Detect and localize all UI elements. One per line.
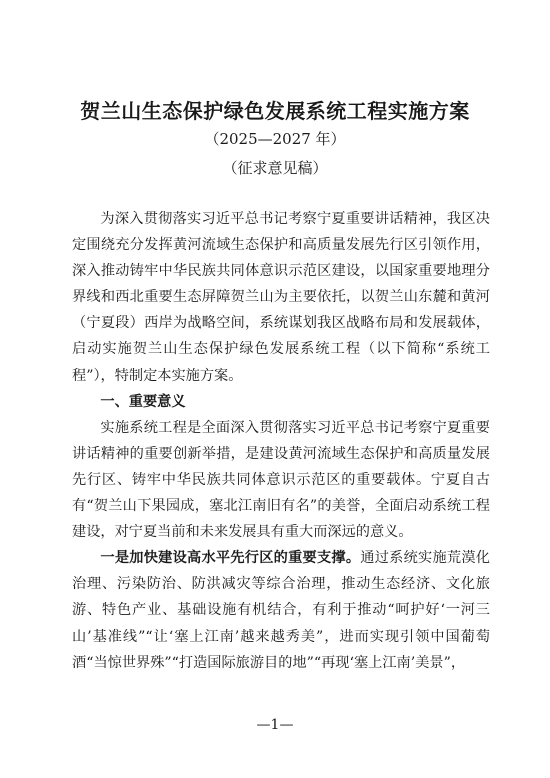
point-one-text: 通过系统实施荒漠化治理、污染防治、防洪减灾等综合治理，推动生态经济、文化旅游、特色产业、基础设施有机结合，有利于推动“呵护好‘一河三山’基准线”“让‘塞上江南’越来越秀美”，进而实现引领中国葡萄酒“当惊世界殊”“打造国际旅游目的地”“再现‘塞上江南’美景”， — [72, 550, 490, 671]
significance-paragraph: 实施系统工程是全面深入贯彻落实习近平总书记考察宁夏重要讲话精神的重要创新举措，是建设黄河流域生态保护和高质量发展先行区、铸牢中华民族共同体意识示范区的重要载体。宁夏自古有“贺兰山下果园成，塞北江南旧有名”的美誉，全面启动系统工程建设，对宁夏当前和未来发展具有重大而深远的意义。 — [72, 419, 490, 541]
subtitle-status: （征求意见稿） — [222, 159, 328, 177]
point-one-lead: 一是加快建设高水平先行区的重要支撑。 — [100, 550, 361, 567]
page-number: —1— — [256, 717, 294, 733]
section-heading-significance: 一、重要意义 — [100, 393, 186, 410]
document-body — [72, 206, 490, 676]
document-title: 贺兰山生态保护绿色发展系统工程实施方案 — [80, 99, 470, 123]
point-one-paragraph — [72, 545, 490, 675]
intro-paragraph: 为深入贯彻落实习近平总书记考察宁夏重要讲话精神，我区决定围绕充分发挥黄河流域生态保护和高质量发展先行区引领作用，深入推动铸牢中华民族共同体意识示范区建设，以国家重要地理分界线和西北重要生态屏障贺兰山为主要依托，以贺兰山东麓和黄河（宁夏段）西岸为战略空间，系统谋划我区战略布局和发展载体，启动实施贺兰山生态保护绿色发展系统工程（以下简称“系统工程”），特制定本实施方案。 — [72, 211, 490, 384]
subtitle-years: （2025—2027 年） — [204, 130, 346, 148]
